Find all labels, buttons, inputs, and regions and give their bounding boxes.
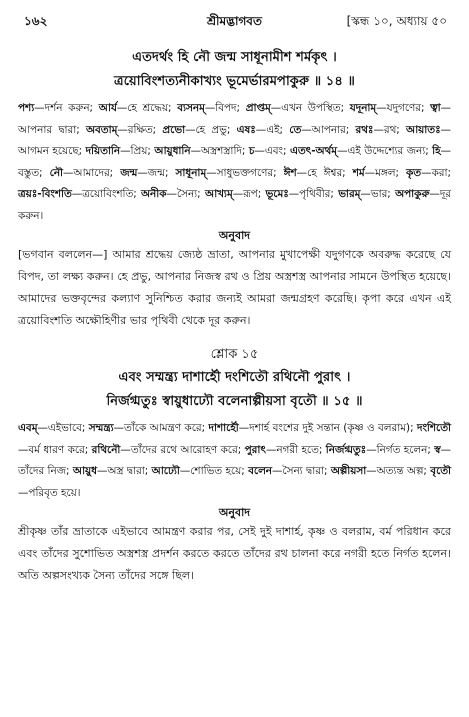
sanskrit-term: অনীক (141, 188, 167, 200)
term-meaning: তাঁকে আমন্ত্রণ করে; (124, 422, 206, 434)
synonym-entry: অবতাম্—রক্ষিত; (85, 123, 157, 136)
synonym-entry: নৌ—আমাদের; (49, 166, 114, 179)
sanskrit-term: ত্বা (430, 102, 441, 114)
translation-15: শ্রীকৃষ্ণ তাঁর ভ্রাতাকে এইভাবে আমন্ত্রণ করার পর, সেই দুই দাশার্হ, কৃষ্ণ ও বলরাম, বর্ম পরিধান করে এবং তাঁদের সুশোভিত অস্ত্রশস্ত্র প্রদর্শন করতে করতে তাঁদের রথ চালনা করে নগরী হতে নির্গত হলেন। অতি অল্পসংখ্যক সৈন্য তাঁদের সঙ্গে ছিল। (18, 525, 451, 582)
term-meaning: রথ; (383, 123, 400, 136)
synonym-entry: ঈশ—হে ঈশ্বর; (283, 166, 346, 179)
verse-14-line-2: ত্রয়োবিংশত্যনীকাখ্যং ভূমের্ভারমপাকুরু ॥ ১৪ ॥ (114, 74, 355, 89)
sanskrit-term: প্রভো (162, 123, 186, 136)
term-meaning: অস্ত্র দ্বারা; (107, 465, 149, 477)
synonym-entry: দাশার্হৌ—দশার্হ বংশের দুই সন্তান (কৃষ্ণ ও বলরাম); (208, 422, 414, 434)
sanskrit-term: নৌ (49, 166, 64, 179)
synonym-entry: হি—বস্তুত; (18, 145, 451, 179)
synonym-entry: অপাকুরু—দূর করুন। (18, 188, 451, 222)
synonym-entry: এষঃ—এই; (236, 123, 283, 136)
sanskrit-term: স্ব (434, 443, 441, 456)
sanskrit-term: হি (432, 145, 441, 157)
sanskrit-term: দয়িতানি (85, 145, 121, 157)
synonym-entry: আয়ুধানি—অস্ত্রশস্ত্রাদি; (154, 145, 246, 157)
term-meaning: ত্রয়োবিংশতি; (82, 188, 137, 200)
term-meaning: আগমন হয়েছে; (18, 145, 83, 157)
sanskrit-term: আয়াতঃ (406, 123, 441, 136)
synonyms-15 (18, 418, 451, 504)
sanskrit-term: বলেন (248, 465, 273, 477)
synonym-entry: শর্ম—মঙ্গল; (352, 166, 399, 179)
synonym-entry: ভূমেঃ—পৃথিবীর; (265, 188, 334, 200)
sanskrit-term: অপাকুরু (395, 188, 430, 200)
synonyms-14 (18, 98, 451, 227)
term-meaning: পৃথিবীর; (299, 188, 334, 200)
sanskrit-term: সম্মন্ত্র্য (88, 422, 114, 434)
translation-14: [ভগবান বললেন—] আমার শ্রদ্ধেয় জ্যেষ্ঠ ভ্রাতা, আপনার মুখাপেক্ষী যদুগণকে অবরুদ্ধ করেছে যে বিপদ, তা লক্ষ্য করুন। হে প্রভু, আপনার নিজস্ব রথ ও প্রিয় অস্ত্রশস্ত্র আপনার সামনে উপস্থিত হয়েছে। আমাদের ভক্তবৃন্দের কল্যাণ সুনিশ্চিত করার জন্যই আমরা জন্মগ্রহণ করেছি। কৃপা করে এখন এই ত্রয়োবিংশতি অক্ষৌহিণীর ভার পৃথিবী থেকে দূর করুন। (18, 248, 451, 327)
sloka-15-label: শ্লোক ১৫ (210, 347, 259, 362)
term-meaning: যদুগণের; (386, 102, 425, 114)
sanskrit-term: তে (289, 123, 302, 136)
synonym-entry: রথঃ—রথ; (355, 123, 400, 136)
synonym-entry: যদূনাম্—যদুগণের; (349, 102, 425, 114)
sanskrit-term: বৃতৌ (430, 465, 452, 477)
term-meaning: দর্শন করুন; (44, 102, 94, 114)
synonym-entry: জন্ম—জন্ম; (120, 166, 169, 179)
term-meaning: এবং; (264, 145, 287, 157)
sanskrit-term: জন্ম (120, 166, 138, 179)
sanskrit-term: নির্জগ্মতুঃ (325, 443, 367, 456)
term-meaning: হে শ্রদ্ধেয়; (127, 102, 172, 114)
term-meaning: দশার্হ বংশের দুই সন্তান (কৃষ্ণ ও বলরাম); (249, 422, 414, 434)
page-header (18, 8, 451, 34)
sanskrit-term: ভারম্ (338, 188, 361, 200)
synonym-entry: দংশিতৌ—বর্ম ধারণ করে; (18, 422, 451, 456)
section-reference: [স্কন্ধ ১০, অধ্যায় ৫০ (346, 14, 447, 28)
synonym-entry: আয়াতঃ—আগমন হয়েছে; (18, 123, 452, 157)
sanskrit-term: কৃত (406, 166, 422, 179)
term-meaning: এইভাবে; (47, 422, 86, 434)
term-meaning: করা; (431, 166, 451, 179)
synonym-entry: চ—এবং; (248, 145, 287, 157)
term-meaning: মঙ্গল; (375, 166, 399, 179)
synonym-entry: এবম্—এইভাবে; (18, 422, 86, 434)
sanskrit-term: আয়ুধ (72, 465, 97, 477)
synonym-entry: অল্পীয়সা—অত্যন্ত অল্প; (330, 465, 427, 477)
term-meaning: শোভিত হয়ে; (190, 465, 245, 477)
synonym-entry: সম্মন্ত্র্য—তাঁকে আমন্ত্রণ করে; (88, 422, 206, 434)
term-meaning: অস্ত্রশস্ত্রাদি; (200, 145, 246, 157)
verse-15-line-2: নির্জগ্মতুঃ স্বায়ুধাঢ্যৌ বলেনাল্পীয়সা বৃতৌ ॥ ১৫ ॥ (106, 394, 363, 409)
synonym-entry: সাধূনাম্—সাধুভক্তগণের; (175, 166, 277, 179)
sanskrit-term: প্রাপ্তম্ (245, 102, 271, 114)
sanskrit-term: আর্য (98, 102, 117, 114)
synonym-entry: স্ব—তাঁদের নিজ; (18, 443, 452, 477)
synonym-entry: দয়িতানি—প্রিয়; (85, 145, 151, 157)
synonym-entry: প্রাপ্তম্—এখন উপস্থিত; (245, 102, 345, 114)
term-meaning: হে প্রভু; (195, 123, 231, 136)
synonym-entry: ত্বা—আপনার দ্বারা; (18, 102, 451, 136)
synonym-entry: বলেন—সৈন্য দ্বারা; (248, 465, 328, 477)
sanskrit-term: ব্যসনম্ (177, 102, 205, 114)
synonym-entry: পশ্য—দর্শন করুন; (18, 102, 94, 114)
term-meaning: রূপ; (243, 188, 262, 200)
synonym-entry: নির্জগ্মতুঃ—নির্গত হলেন; (325, 443, 431, 456)
sanskrit-term: আঢ্যৌ (151, 465, 180, 477)
synonym-entry: ব্যসনম্—বিপদ; (177, 102, 241, 114)
term-meaning: পরিবৃত হয়ে। (28, 486, 81, 499)
synonym-entry: এতৎ-অর্থম্—এই উদ্দেশ্যের জন্য; (289, 145, 429, 157)
term-meaning: আপনার দ্বারা; (18, 123, 80, 136)
term-meaning: প্রিয়; (130, 145, 151, 157)
page-number: ১৬২ (24, 14, 48, 28)
term-meaning: দূর করুন। (18, 188, 451, 222)
term-meaning: সাধুভক্তগণের; (216, 166, 277, 179)
sanskrit-term: সাধূনাম্ (175, 166, 207, 179)
synonym-entry: প্রভো—হে প্রভু; (162, 123, 231, 136)
sanskrit-term: এতৎ-অর্থম্ (289, 145, 338, 157)
sanskrit-term: আয়ুধানি (154, 145, 191, 157)
term-meaning: এই; (266, 123, 283, 136)
term-meaning: আপনার; (311, 123, 350, 136)
sanskrit-term: শর্ম (352, 166, 365, 179)
synonym-entry: রথিনৌ—তাঁদের রথে আরোহণ করে; (91, 443, 242, 456)
term-meaning: হে ঈশ্বর; (307, 166, 346, 179)
term-meaning: রক্ষিত; (127, 123, 157, 136)
term-meaning: তাঁদের নিজ; (18, 465, 70, 477)
sanskrit-term: চ (248, 145, 255, 157)
sanskrit-term: এষঃ (236, 123, 256, 136)
synonym-entry: তে—আপনার; (289, 123, 350, 136)
sanskrit-term: পুরাৎ (244, 443, 266, 456)
translation-heading-14: অনুবাদ (218, 229, 251, 242)
sanskrit-term: ঈশ (283, 166, 297, 179)
sanskrit-term: অবতাম্ (85, 123, 118, 136)
synonym-entry: পুরাৎ—নগরী হতে; (244, 443, 323, 456)
sanskrit-term: রথঃ (355, 123, 374, 136)
sanskrit-term: ত্রয়ঃ-বিংশতি (18, 188, 72, 200)
synonym-entry: আয়ুধ—অস্ত্র দ্বারা; (72, 465, 149, 477)
verse-14-line-1: এতদর্থং হি নৌ জন্ম সাধূনামীশ শর্মকৃৎ । (132, 50, 337, 65)
term-meaning: তাঁদের রথে আরোহণ করে; (130, 443, 242, 456)
term-meaning: বর্ম ধারণ করে; (28, 443, 89, 456)
verse-15-line-1: এবং সম্মন্ত্র্য দাশার্হৌ দংশিতৌ রথিনৌ পুরাৎ । (118, 370, 351, 385)
term-meaning: নগরী হতে; (276, 443, 323, 456)
sanskrit-term: আখ্যম্ (204, 188, 233, 200)
sanskrit-term: দাশার্হৌ (208, 422, 239, 434)
synonym-entry: ভারম্—ভার; (338, 188, 391, 200)
term-meaning: জন্ম; (147, 166, 169, 179)
term-meaning: নির্গত হলেন; (376, 443, 431, 456)
term-meaning: বস্তুত; (18, 166, 43, 179)
synonym-entry: বৃতৌ—পরিবৃত হয়ে। (18, 465, 452, 499)
term-meaning: সৈন্য দ্বারা; (282, 465, 328, 477)
synonym-entry: আর্য—হে শ্রদ্ধেয়; (98, 102, 172, 114)
term-meaning: এই উদ্দেশ্যের জন্য; (347, 145, 429, 157)
term-meaning: এখন উপস্থিত; (281, 102, 345, 114)
sanskrit-term: ভূমেঃ (265, 188, 289, 200)
sanskrit-term: যদূনাম্ (349, 102, 377, 114)
translation-heading-15: অনুবাদ (218, 506, 251, 519)
synonym-entry: অনীক—সৈন্য; (141, 188, 201, 200)
synonym-entry: আখ্যম্—রূপ; (204, 188, 262, 200)
term-meaning: আমাদের; (73, 166, 114, 179)
synonym-entry: আঢ্যৌ—শোভিত হয়ে; (151, 465, 245, 477)
sanskrit-term: এবম্ (18, 422, 38, 434)
synonym-entry: ত্রয়ঃ-বিংশতি—ত্রয়োবিংশতি; (18, 188, 137, 200)
term-meaning: ভার; (370, 188, 391, 200)
sanskrit-term: রথিনৌ (91, 443, 121, 456)
term-meaning: বিপদ; (215, 102, 241, 114)
sanskrit-term: অল্পীয়সা (330, 465, 367, 477)
sanskrit-term: দংশিতৌ (417, 422, 451, 434)
term-meaning: সৈন্য; (176, 188, 201, 200)
sanskrit-term: পশ্য (18, 102, 35, 114)
book-title: শ্রীমদ্ভাগবত (206, 14, 262, 28)
synonym-entry: কৃত—করা; (406, 166, 451, 179)
term-meaning: অত্যন্ত অল্প; (376, 465, 427, 477)
